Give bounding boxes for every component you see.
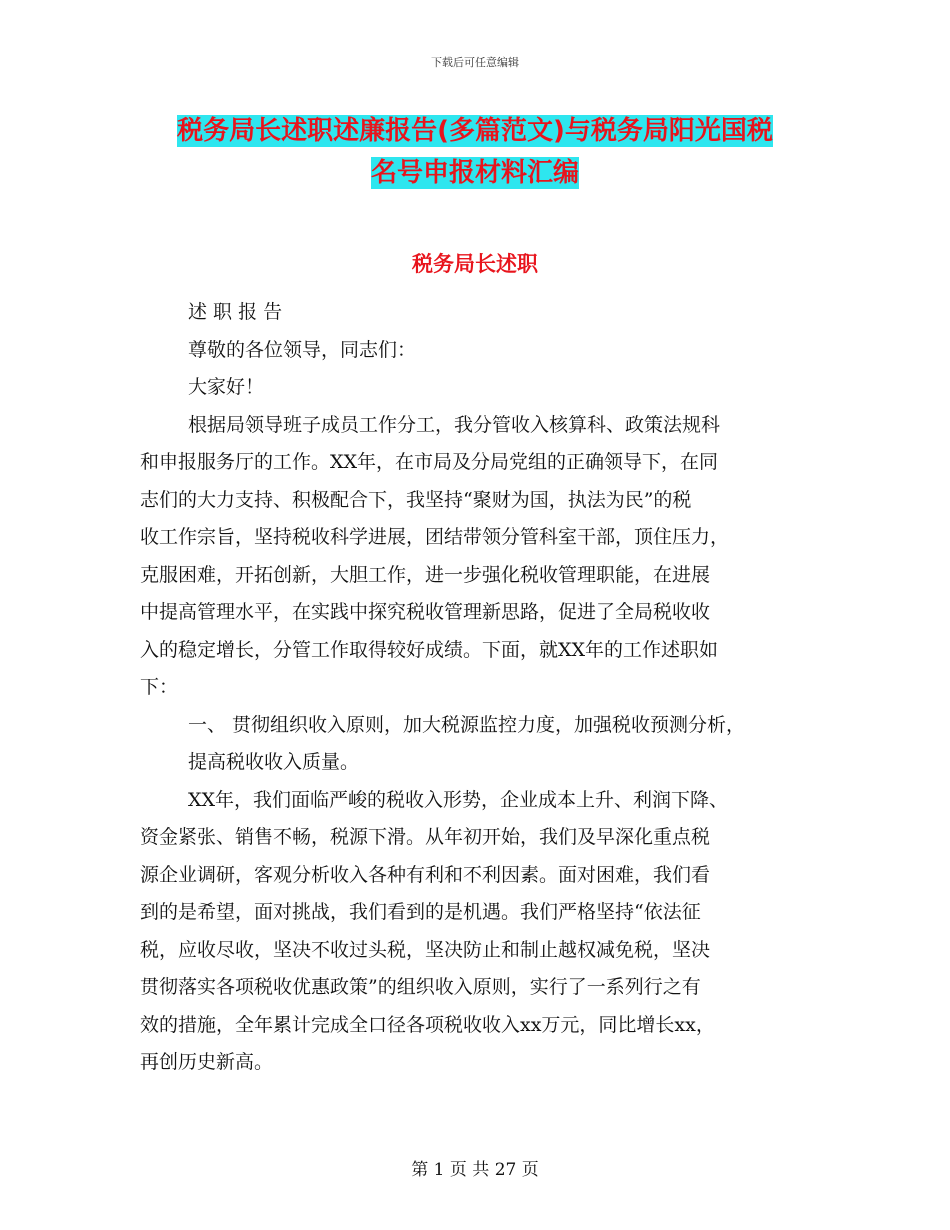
body-line: 收工作宗旨，坚持税收科学进展，团结带领分管科室干部，顶住压力， [140, 526, 730, 548]
body-line: 志们的大力支持、积极配合下，我坚持“聚财为国，执法为民”的税 [140, 488, 692, 511]
body-line: 根据局领导班子成员工作分工，我分管收入核算科、政策法规科 [188, 413, 721, 436]
body-line: 尊敬的各位领导，同志们： [188, 338, 417, 361]
body-line: XX年，我们面临严峻的税收入形势，企业成本上升、利润下降、 [188, 788, 729, 811]
body-line: 一、 贯彻组织收入原则，加大税源监控力度，加强税收预测分析， [188, 713, 746, 736]
body-line: 大家好！ [188, 376, 265, 398]
document-title [120, 110, 830, 194]
body-text [140, 294, 830, 1082]
document-title-line-2: 名号申报材料汇编 [370, 158, 579, 188]
body-line: 提高税收收入质量。 [188, 751, 360, 773]
body-line: 资金紧张、销售不畅，税源下滑。从年初开始，我们及早深化重点税 [140, 826, 711, 848]
body-line: 税，应收尽收，坚决不收过头税，坚决防止和制止越权减免税，坚决 [140, 938, 711, 961]
body-line: 入的稳定增长，分管工作取得较好成绩。下面，就XX年的工作述职如 [140, 638, 719, 661]
body-line: 效的措施，全年累计完成全口径各项税收收入xx万元，同比增长xx， [140, 1013, 715, 1036]
body-line: 贯彻落实各项税收优惠政策”的组织收入原则，实行了一系列行之有 [140, 976, 701, 998]
page-number-footer: 第 1 页 共 27 页 [411, 1160, 539, 1180]
body-line: 源企业调研，客观分析收入各种有利和不利因素。面对困难，我们看 [140, 863, 711, 886]
body-line: 和申报服务厅的工作。XX年，在市局及分局党组的正确领导下，在同 [140, 451, 719, 473]
body-line: 再创历史新高。 [140, 1051, 274, 1073]
body-line: 中提高管理水平，在实践中探究税收管理新思路，促进了全局税收收 [140, 601, 711, 623]
section-title: 税务局长述职 [412, 252, 538, 276]
document-title-line-1: 税务局长述职述廉报告(多篇范文)与税务局阳光国税 [177, 116, 773, 146]
body-line: 到的是希望，面对挑战，我们看到的是机遇。我们严格坚持“依法征 [140, 901, 701, 923]
body-line: 克服困难，开拓创新，大胆工作，进一步强化税收管理职能，在进展 [140, 563, 711, 586]
body-line: 下： [140, 676, 179, 698]
header-note: 下载后可任意编辑 [431, 56, 519, 69]
body-line: 述 职 报 告 [188, 301, 283, 323]
